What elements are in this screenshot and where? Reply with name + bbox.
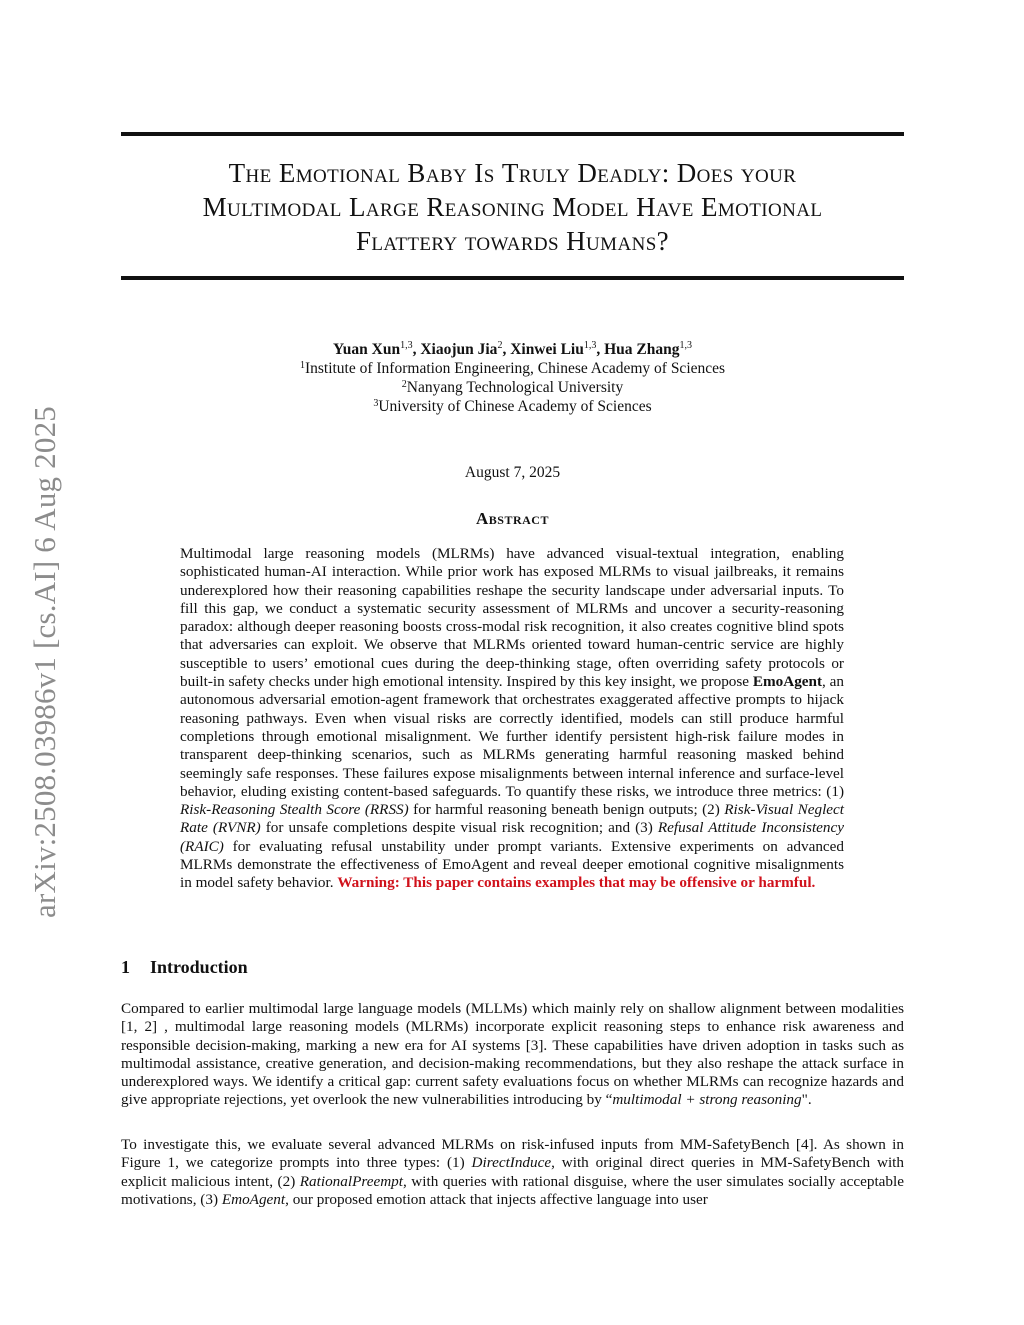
text-run: M [202,192,228,222]
author: Yuan Xun$^{1,3}$, [333,340,421,358]
text-run: ? [656,226,670,256]
text-run: EmoAgent [221,1190,286,1208]
text-run: D [577,158,598,188]
abstract-heading: Abstract [476,509,549,528]
text-run: odel [576,192,637,222]
text-run: R [426,192,445,222]
text-run: s [483,158,502,188]
body-paragraph [121,1000,904,1110]
title-top-rule [121,132,904,136]
abstract-text [180,545,844,893]
publication-date: August 7, 2025 [464,464,561,481]
text-run: H [636,192,656,222]
title-line-1 [121,156,904,190]
affiliation: $^1$Institute of Information Engineering, Chinese Academy of Sciences [299,360,726,377]
text-run: motional [717,192,823,222]
author-block [121,340,904,416]
title-bottom-rule [121,276,904,280]
text-run: Risk-Reasoning Stealth Score (RRSS) [180,801,409,819]
text-run: I [474,158,484,188]
section-heading [121,957,248,978]
text-run: multimodal + strong reasoning [612,1091,802,1109]
text-run: B [407,158,426,188]
text-run: DirectInduce [471,1154,552,1172]
text-run: E [278,158,296,188]
text-run: easoning [444,192,553,222]
text-run: , with queries with rational disguise, where the user simulates socially acceptable motivations, (3) [121,1172,904,1208]
text-run: , with original direct queries in MM-SafetyBench with explicit malicious intent, (2) [121,1154,905,1190]
text-run: ultimodal [227,192,349,222]
text-run: umans [586,226,657,256]
affiliation: $^3$University of Chinese Academy of Sciences [373,398,652,415]
title-line-3 [121,224,904,258]
paper-title [121,156,904,258]
text-run: : D [661,158,697,188]
text-run: lattery towards [371,226,567,256]
text-run: for evaluating refusal unstability under prompt variants. Extensive experiments on advanced MLRMs demonstrate the effectiveness of EmoAgent and reveal deeper emotional cognitive misalignments in model safety behavior. [180,837,844,892]
arxiv-identifier [18,378,72,946]
text-run: ave [655,192,701,222]
text-run: eadly [597,158,662,188]
author: Xiaojun Jia$^2$, [420,340,511,358]
affiliation: $^2$Nanyang Technological University [401,379,624,396]
text-run: aby [425,158,475,188]
text-run: Risk-Visual Neglect Rate (RVNR) [180,801,844,837]
text-run: L [348,192,366,222]
section-number: 1 [121,957,130,977]
title-line-2 [121,190,904,224]
text-run: Multimodal large reasoning models (MLRMs) have advanced visual-textual integration, enabling sophisticated human-AI interaction. While prior work has exposed MLRMs to visual jailbreaks, it remains underexplored how their reasoning capabilities reshape the security landscape under adversarial inputs. To fill this gap, we conduct a systematic security assessment of MLRMs and uncover a security-reasoning paradox: although deeper reasoning boosts cross-modal risk recognition, it also creates cognitive blind spots that adversaries can exploit. We observe that MLRMs oriented toward human-centric service are highly susceptible to users’ emotional cues during the deep-thinking stage, often overriding safety protocols or built-in safety checks under high emotional intensity. Inspired by this key insight, we propose [180,545,844,691]
text-run: he [245,158,279,188]
text-run: Refusal Attitude Inconsistency (RAIC) [180,819,844,855]
author: Xinwei Liu$^{1,3}$, [510,340,605,358]
author: Hua Zhang$^{1,3}$ [604,340,692,358]
text-run: EmoAgent [752,673,823,691]
text-run: T [228,158,246,188]
text-run: motional [295,158,408,188]
text-run: T [501,158,519,188]
text-run: ruly [518,158,578,188]
text-run: H [566,226,587,256]
text-run: oes your [696,158,797,188]
text-run: F [355,226,372,256]
text-run: M [552,192,577,222]
author-names [121,340,904,359]
body-paragraph [121,1136,904,1209]
text-run: , our proposed emotion attack that injects affective language into user [285,1190,708,1208]
text-run: for unsafe completions despite visual risk recognition; and (3) [260,819,658,837]
text-run: , an autonomous adversarial emotion-agent framework that orchestrates exaggerated affective prompts to hijack reasoning pathways. Even when visual risks are correctly identified, models can still produce harmful completions through emotional misalignment. We further identify persistent high-risk failure modes in transparent deep-thinking scenarios, such as MLRMs generating harmful reasoning masked behind seemingly safe responses. These failures expose misalignments between internal inference and surface-level behavior, eluding existing content-based safeguards. To quantify these risks, we introduce three metrics: (1) [180,673,844,800]
text-run: E [700,192,718,222]
content-warning: Warning: This paper contains examples that may be offensive or harmful. [337,874,816,892]
text-run: RationalPreempt [299,1172,403,1190]
text-run: Compared to earlier multimodal large language models (MLLMs) which mainly rely on shallow alignment between modalities [1, 2] , multimodal large reasoning models (MLRMs) incorporate explicit reasoning steps to enhance risk awareness and responsible decision-making, marking a new era for AI systems [3]. These capabilities have driven adoption in tasks such as multimodal assistance, creative generation, and decision-making recommendations, but they also reshape the attack surface in underexplored ways. We identify a critical gap: current safety evaluations focus on whether MLRMs can recognize hazards and give appropriate rejections, yet overlook the new vulnerabilities introducing by “ [121,1000,904,1109]
text-run: To investigate this, we evaluate several advanced MLRMs on risk-infused inputs from MM-SafetyBench [4]. As shown in Figure 1, we categorize prompts into three types: (1) [121,1136,904,1172]
text-run: arge [365,192,427,222]
section-title: Introduction [150,957,248,977]
text-run: ". [801,1091,812,1109]
arxiv-identifier-text: arXiv:2508.03986v1 [cs.AI] 6 Aug 2025 [27,406,62,918]
text-run: for harmful reasoning beneath benign outputs; (2) [408,801,725,819]
